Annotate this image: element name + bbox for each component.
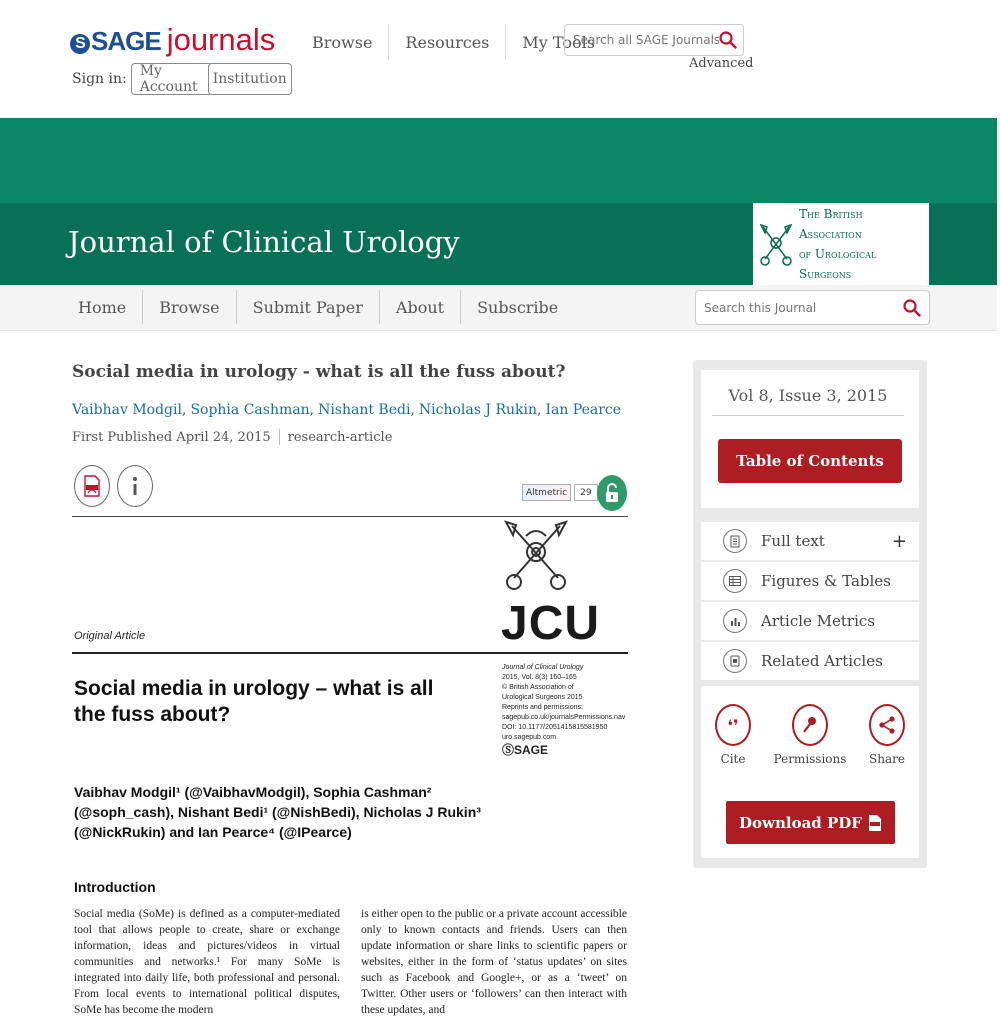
altmetric-score: 29 bbox=[574, 484, 597, 501]
journal-nav-browse[interactable]: Browse bbox=[143, 290, 236, 324]
top-nav-my-tools[interactable]: My Tools bbox=[522, 32, 595, 52]
journal-title[interactable]: Journal of Clinical Urology bbox=[68, 225, 460, 259]
divider bbox=[279, 429, 280, 445]
pdf-journal-meta bbox=[502, 663, 628, 755]
pdf-meta-line: Journal of Clinical Urology bbox=[502, 664, 584, 671]
share-label: Share bbox=[869, 752, 905, 766]
permissions-label: Permissions bbox=[773, 752, 847, 766]
pdf-body-column-2: is either open to the public or a private account accessible only to known contacts and friends. Users can then update information or share links to scientific papers or websites, either in the form of ‘status updates’ on sites such as Facebook and Google+, or as a ‘tweet’ on Twitter. Other users or ‘followers’ can then interact with these updates, and bbox=[361, 908, 627, 1016]
pdf-meta-line: uro.sagepub.com bbox=[502, 734, 557, 741]
pdf-meta-line: © British Association of bbox=[502, 684, 574, 691]
permissions-button[interactable] bbox=[770, 704, 850, 766]
quote-icon: ❛❜ bbox=[715, 704, 751, 746]
jcu-crest-icon bbox=[500, 518, 572, 594]
journals-logo-text: journals bbox=[166, 22, 276, 57]
article-type: research-article bbox=[287, 429, 393, 445]
pdf-publisher: SAGE bbox=[514, 743, 549, 757]
cite-button[interactable] bbox=[693, 704, 773, 766]
author-link[interactable]: Vaibhav Modgil bbox=[72, 402, 182, 418]
jcu-logo-text: JCU bbox=[501, 597, 601, 650]
download-pdf-label: Download PDF bbox=[739, 813, 862, 832]
pdf-sage-logo: ⓈSAGE bbox=[502, 743, 549, 757]
global-search-input[interactable] bbox=[573, 33, 719, 47]
pdf-section-label: Original Article bbox=[74, 630, 146, 642]
sidebar-item-label: Related Articles bbox=[761, 652, 883, 670]
author-link[interactable]: Nicholas J Rukin bbox=[418, 402, 537, 418]
pdf-rule bbox=[72, 652, 628, 654]
expand-plus-icon[interactable]: + bbox=[891, 530, 907, 552]
pdf-meta-line: Reprints and permissions: bbox=[502, 704, 583, 711]
society-name bbox=[799, 204, 929, 284]
pdf-file-icon bbox=[868, 814, 882, 832]
bar-chart-icon bbox=[723, 609, 747, 633]
pdf-meta-line: Urological Surgeons 2015 bbox=[502, 694, 583, 701]
share-icon bbox=[869, 704, 905, 746]
journal-nav-subscribe[interactable]: Subscribe bbox=[477, 297, 559, 317]
altmetric-badge[interactable] bbox=[522, 484, 598, 501]
pdf-meta-line: DOI: 10.1177/2051415815581950 bbox=[502, 724, 608, 731]
first-published-date: First Published April 24, 2015 bbox=[72, 429, 271, 445]
journal-nav-home[interactable]: Home bbox=[62, 290, 143, 324]
pdf-title: Social media in urology – what is all the fuss about? bbox=[74, 677, 434, 726]
download-pdf-button[interactable] bbox=[726, 801, 895, 844]
advanced-search-link[interactable]: Advanced bbox=[689, 56, 754, 71]
journal-search-input[interactable] bbox=[704, 301, 903, 315]
search-icon[interactable] bbox=[719, 31, 737, 49]
info-icon bbox=[131, 476, 139, 496]
sidebar-item-label: Figures & Tables bbox=[761, 572, 891, 590]
pdf-authors: Vaibhav Modgil¹ (@VaibhavModgil), Sophia Cashman² (@soph_cash), Nishant Bedi¹ (@NishBedi), Nicholas J Rukin³ (@NickRukin) and Ian Pearce⁴ (@IPearce) bbox=[74, 784, 481, 840]
search-icon[interactable] bbox=[903, 299, 921, 317]
journal-nav bbox=[62, 290, 574, 324]
sage-journals-logo[interactable] bbox=[70, 22, 275, 58]
sign-in-group bbox=[72, 63, 292, 95]
article-divider bbox=[72, 516, 628, 517]
pdf-file-icon bbox=[83, 475, 101, 497]
volume-issue-link[interactable]: Vol 8, Issue 3, 2015 bbox=[712, 386, 904, 416]
open-access-icon bbox=[597, 475, 627, 511]
article-title: Social media in urology - what is all the fuss about? bbox=[72, 362, 566, 382]
publication-info bbox=[72, 429, 392, 445]
sidebar-item-related-articles[interactable] bbox=[701, 642, 919, 680]
society-name-line1: The British Association bbox=[799, 207, 863, 241]
sage-logo bbox=[70, 26, 161, 57]
journal-nav-submit-paper[interactable]: Submit Paper bbox=[237, 290, 380, 324]
key-icon bbox=[792, 704, 828, 746]
banner-top-band bbox=[0, 118, 997, 203]
pdf-meta-line: 2015, Vol. 8(3) 160–165 bbox=[502, 674, 577, 681]
altmetric-label: Altmetric bbox=[522, 484, 571, 501]
author-list: Vaibhav Modgil , Sophia Cashman , Nishant Bedi , Nicholas J Rukin , Ian Pearce bbox=[72, 402, 622, 418]
sage-circle-icon: S bbox=[70, 34, 90, 54]
society-name-line2: of Urological Surgeons bbox=[799, 247, 877, 281]
cite-label: Cite bbox=[720, 752, 746, 766]
pdf-intro-heading: Introduction bbox=[74, 879, 156, 895]
top-nav-resources[interactable]: Resources bbox=[389, 24, 506, 60]
journal-search bbox=[695, 290, 930, 325]
pdf-button[interactable] bbox=[74, 465, 110, 507]
my-account-button[interactable]: My Account bbox=[131, 63, 213, 95]
author-link[interactable]: Sophia Cashman bbox=[190, 402, 310, 418]
sidebar-item-full-text[interactable] bbox=[701, 522, 919, 560]
institution-button[interactable]: Institution bbox=[208, 63, 292, 95]
info-button[interactable] bbox=[117, 465, 153, 507]
sage-logo-text: SAGE bbox=[91, 26, 161, 56]
pdf-body-column-1: Social media (SoMe) is defined as a computer-mediated tool that allows people to create, share or exchange information, ideas and pictures/videos in virtual communities and networks.¹ For many SoMe is integrated into daily life, both professional and personal. From local events to international political disputes, SoMe has become the modern bbox=[74, 908, 340, 1016]
journal-nav-about[interactable]: About bbox=[380, 290, 461, 324]
sidebar-item-figures-tables[interactable] bbox=[701, 562, 919, 600]
global-search bbox=[564, 24, 744, 56]
table-icon bbox=[723, 569, 747, 593]
share-button[interactable] bbox=[847, 704, 927, 766]
author-link[interactable]: Ian Pearce bbox=[545, 402, 622, 418]
top-nav-browse[interactable]: Browse bbox=[296, 24, 389, 60]
sidebar-item-label: Article Metrics bbox=[761, 612, 876, 630]
society-logo[interactable] bbox=[753, 203, 929, 285]
keys-crest-icon bbox=[757, 221, 795, 267]
document-icon bbox=[723, 529, 747, 553]
sidebar-item-label: Full text bbox=[761, 532, 825, 550]
sign-in-label: Sign in: bbox=[72, 71, 127, 87]
author-link[interactable]: Nishant Bedi bbox=[318, 402, 411, 418]
unlock-icon bbox=[604, 483, 620, 503]
related-icon bbox=[723, 649, 747, 673]
table-of-contents-button[interactable]: Table of Contents bbox=[718, 439, 902, 483]
sidebar-item-article-metrics[interactable] bbox=[701, 602, 919, 640]
pdf-meta-line: sagepub.co.uk/journalsPermissions.nav bbox=[502, 714, 626, 721]
